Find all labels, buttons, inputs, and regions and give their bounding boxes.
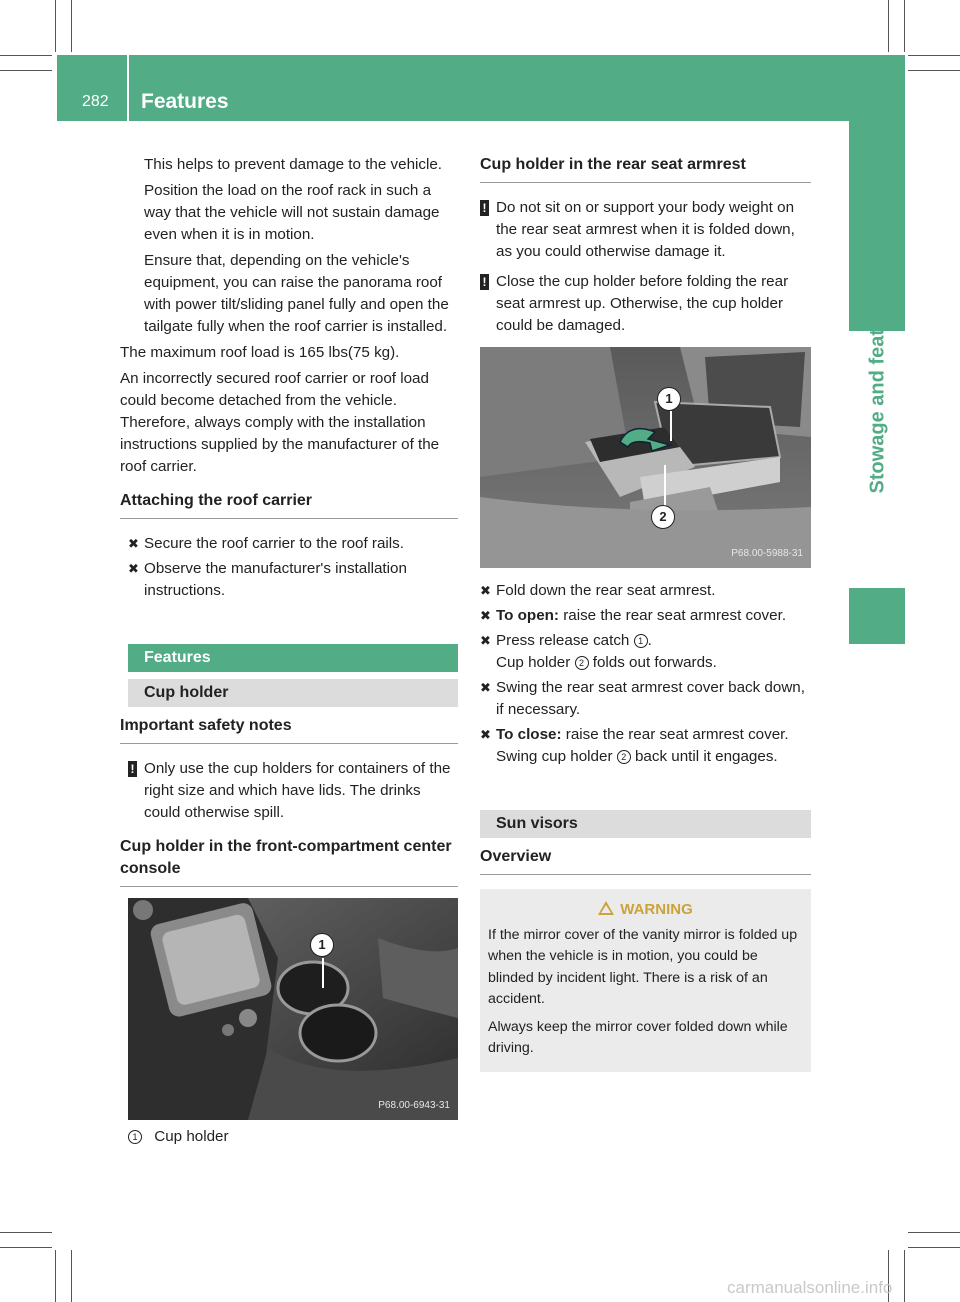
step-text: . — [647, 632, 652, 649]
step-text: Cup holder — [496, 654, 575, 671]
section-bar-cup-holder: Cup holder — [128, 679, 458, 707]
intro-line: Position the load on the roof rack in such a way that the vehicle will not sustain damage even when it is in motion. — [144, 182, 440, 243]
crop-mark — [0, 1232, 52, 1233]
arrow-icon: ✖ — [128, 536, 139, 551]
side-marker — [849, 588, 905, 644]
ref-number: 2 — [575, 656, 589, 670]
crop-mark — [908, 70, 960, 71]
arrow-icon: ✖ — [480, 608, 491, 623]
callout-1: 1 — [310, 933, 334, 957]
step-text: Swing the rear seat armrest cover back down, if necessary. — [496, 679, 805, 718]
step-text: Secure the roof carrier to the roof rails. — [144, 535, 404, 552]
ref-number: 1 — [634, 634, 648, 648]
list-item — [480, 630, 811, 674]
crop-mark — [71, 0, 72, 52]
crop-mark — [0, 70, 52, 71]
notice-text: Only use the cup holders for containers of the right size and which have lids. The drinks could otherwise spill. — [144, 760, 451, 821]
warning-text: Always keep the mirror cover folded down while driving. — [488, 1018, 788, 1056]
crop-mark — [908, 55, 960, 56]
header-divider — [127, 55, 129, 121]
exclamation-icon: ! — [128, 761, 137, 777]
arrow-icon: ✖ — [480, 633, 491, 648]
rear-armrest-illustration — [480, 347, 811, 568]
crop-mark — [904, 1250, 905, 1302]
notice-text: Close the cup holder before folding the rear seat armrest up. Otherwise, the cup holder could be damaged. — [496, 273, 789, 334]
notice-text: Do not sit on or support your body weight on the rear seat armrest when it is folded down, as you could otherwise damage it. — [496, 199, 795, 260]
step-text: raise the rear seat armrest cover. — [561, 726, 789, 743]
arrow-icon: ✖ — [480, 680, 491, 695]
ref-number: 2 — [617, 750, 631, 764]
intro-line: This helps to prevent damage to the vehicle. — [144, 156, 443, 173]
rear-cup-heading: Cup holder in the rear seat armrest — [480, 154, 811, 183]
warning-box — [480, 889, 811, 1072]
legend-text: Cup holder — [154, 1128, 229, 1145]
list-item — [480, 605, 811, 627]
exclamation-icon: ! — [480, 200, 489, 216]
warning-label: WARNING — [620, 901, 693, 918]
step-text: Swing cup holder — [496, 748, 617, 765]
rear-armrest-photo — [480, 347, 811, 568]
overview-heading: Overview — [480, 846, 811, 875]
watermark: carmanualsonline.info — [727, 1278, 893, 1297]
list-item — [128, 533, 458, 555]
intro-line: Ensure that, depending on the vehicle's equipment, you can raise the panorama roof with power tilt/sliding panel fully and open the tailgate fully when the roof carrier is installed. — [144, 252, 449, 335]
step-text: back until it engages. — [630, 748, 778, 765]
notice — [480, 271, 811, 337]
side-tab-label — [866, 286, 890, 494]
warning-title — [488, 899, 803, 921]
crop-mark — [888, 0, 889, 52]
legend-item — [128, 1126, 458, 1148]
page-number: 282 — [82, 93, 109, 110]
list-item — [480, 580, 811, 602]
page-header — [57, 55, 905, 121]
section-bar-features: Features — [128, 644, 458, 672]
front-console-illustration — [128, 898, 458, 1120]
right-column — [480, 154, 811, 1072]
incorrect-load-text: An incorrectly secured roof carrier or roof load could become detached from the vehicle. Therefore, always comply with the installation instructions supplied by the manufacturer of the roof carrier. — [120, 370, 440, 475]
arrow-icon: ✖ — [480, 727, 491, 742]
crop-mark — [71, 1250, 72, 1302]
arrow-icon: ✖ — [480, 583, 491, 598]
crop-mark — [0, 55, 52, 56]
step-label: To open: — [496, 607, 559, 624]
crop-mark — [908, 1232, 960, 1233]
callout-line — [664, 465, 666, 507]
arrow-icon: ✖ — [128, 561, 139, 576]
warning-icon — [598, 901, 614, 915]
step-label: To close: — [496, 726, 562, 743]
attaching-heading: Attaching the roof carrier — [120, 490, 458, 519]
crop-mark — [904, 0, 905, 52]
max-load-text: The maximum roof load is 165 lbs(75 kg). — [120, 344, 400, 361]
callout-line — [670, 411, 672, 441]
legend-number: 1 — [128, 1130, 142, 1144]
side-tab-text: Stowage and features — [866, 286, 889, 494]
list-item — [480, 724, 811, 768]
exclamation-icon: ! — [480, 274, 489, 290]
step-text: Fold down the rear seat armrest. — [496, 582, 716, 599]
front-console-photo — [128, 898, 458, 1120]
photo-code: P68.00-5988-31 — [731, 548, 803, 559]
crop-mark — [0, 1247, 52, 1248]
page-title: Features — [141, 90, 229, 113]
notice — [128, 758, 458, 824]
left-column — [120, 154, 458, 1148]
warning-text: If the mirror cover of the vanity mirror is folded up when the vehicle is in motion, you could be blinded by incident light. There is a risk of an accident. — [488, 926, 798, 1007]
front-cup-heading: Cup holder in the front-compartment center console — [120, 836, 458, 887]
crop-mark — [55, 1250, 56, 1302]
callout-2: 2 — [651, 505, 675, 529]
crop-mark — [55, 0, 56, 52]
step-text: Observe the manufacturer's installation instructions. — [144, 560, 407, 599]
step-text: folds out forwards. — [588, 654, 717, 671]
safety-heading: Important safety notes — [120, 715, 458, 744]
callout-line — [322, 958, 324, 988]
step-text: Press release catch — [496, 632, 634, 649]
crop-mark — [908, 1247, 960, 1248]
callout-1: 1 — [657, 387, 681, 411]
photo-code: P68.00-6943-31 — [378, 1100, 450, 1111]
section-bar-sun-visors: Sun visors — [480, 810, 811, 838]
step-text: raise the rear seat armrest cover. — [558, 607, 787, 624]
list-item — [128, 558, 458, 602]
list-item — [480, 677, 811, 721]
notice — [480, 197, 811, 263]
